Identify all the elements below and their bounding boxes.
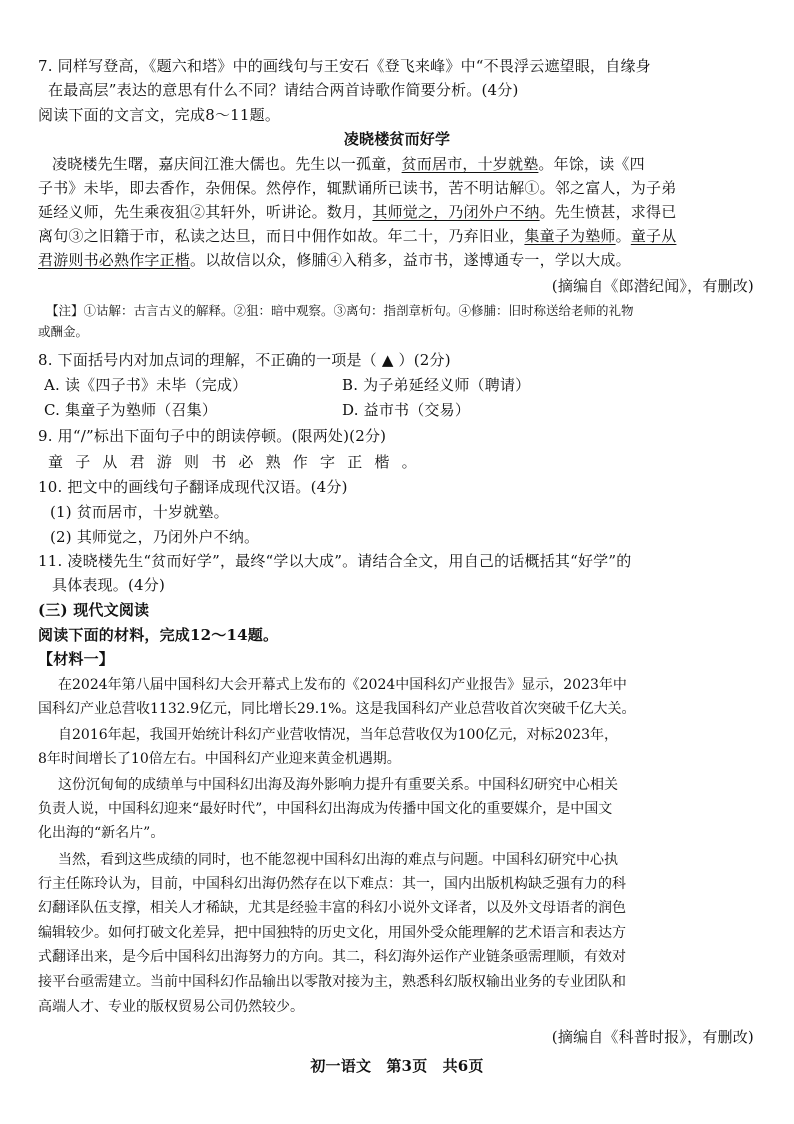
classical-note-line1: 【注】①诂解：古言古义的解释。②狙：暗中观察。③离句：指剖章析句。④修脯：旧时称送给老师的礼物	[46, 303, 634, 318]
text-segment: 离句③之旧籍于市，私读之达旦，而日中佣作如故。年二十，乃弃旧业，	[38, 227, 525, 245]
q8-option-a: A. 读《四子书》未毕（完成）	[44, 376, 248, 394]
classical-intro: 阅读下面的文言文，完成8～11题。	[38, 106, 281, 124]
q11-line1: 11. 凌晓楼先生“贫而好学”，最终“学以大成”。请结合全文，用自己的话概括其“好学”的	[38, 552, 632, 570]
material-para4-line2: 行主任陈玲认为，目前，中国科幻出海仍然存在以下难点：其一，国内出版机构缺乏强有力的科	[38, 876, 626, 892]
text-segment: 。先生愤甚，求得已	[539, 203, 677, 221]
underlined-sentence-2: 其师觉之，乃闭外户不纳	[372, 203, 540, 221]
material-para4-line3: 幻翻译队伍支撑，相关人才稀缺，尤其是经验丰富的科幻小说外文译者，以及外文母语者的润色	[38, 900, 626, 916]
text-segment: 。以故信以众，修脯④入稍多，益市书，遂博通专一，学以大成。	[190, 251, 631, 269]
underlined-sentence-3a: 童子从	[630, 227, 677, 245]
material-para4-line1: 当然，看到这些成绩的同时，也不能忽视中国科幻出海的难点与问题。中国科幻研究中心执	[58, 852, 618, 868]
underlined-phrase: 集童子为塾师	[524, 227, 616, 245]
q10-sentence-2: (2) 其师觉之，乃闭外户不纳。	[50, 528, 260, 546]
material-para4-line5: 式翻译出来，是今后中国科幻出海努力的方向。其二，科幻海外运作产业链条亟需理顺，有效对	[38, 949, 626, 965]
material-para4-line6: 接平台亟需建立。当前中国科幻作品输出以零散对接为主，熟悉科幻版权输出业务的专业团队和	[38, 974, 626, 990]
q10-stem: 10. 把文中的画线句子翻译成现代汉语。(4分)	[38, 478, 348, 496]
material-para1-line1: 在2024年第八届中国科幻大会开幕式上发布的《2024中国科幻产业报告》显示，2023年中	[58, 677, 627, 693]
material-para3-line1: 这份沉甸甸的成绩单与中国科幻出海及海外影响力提升有重要关系。中国科幻研究中心相关	[58, 777, 618, 793]
material-para3-line2: 负责人说，中国科幻迎来“最好时代”，中国科幻出海成为传播中国文化的重要媒介，是中国文	[38, 801, 613, 817]
text-segment: 延经义师，先生乘夜狙②其轩外，听讲论。数月，	[38, 203, 373, 221]
classical-title: 凌晓楼贫而好学	[343, 130, 451, 148]
q7-line2: 在最高层”表达的意思有什么不同？请结合两首诗歌作简要分析。(4分)	[48, 81, 519, 99]
material-para2-line1: 自2016年起，我国开始统计科幻产业营收情况，当年总营收仅为100亿元，对标2023年，	[58, 727, 618, 743]
text-segment: 。年馀，读《四	[538, 155, 645, 173]
underlined-sentence-1: 贫而居市，十岁就塾	[401, 155, 539, 173]
modern-intro: 阅读下面的材料，完成12～14题。	[38, 626, 279, 644]
material-para2-line2: 8年时间增长了10倍左右。中国科幻产业迎来黄金机遇期。	[38, 751, 401, 767]
q8-stem: 8. 下面括号内对加点词的理解，不正确的一项是（ ▲ ）(2分)	[38, 351, 451, 369]
q11-line2: 具体表现。(4分)	[52, 576, 166, 594]
q8-option-d: D. 益市书（交易）	[342, 401, 471, 419]
modern-section-header: (三) 现代文阅读	[38, 601, 150, 619]
classical-para-line1	[52, 152, 754, 176]
material-para3-line3: 化出海的“新名片”。	[38, 825, 165, 841]
classical-para-line5	[38, 248, 754, 272]
modern-source: (摘编自《科普时报》，有删改)	[551, 1028, 754, 1046]
q8-option-c: C. 集童子为塾师（召集）	[44, 401, 218, 419]
classical-para-line2: 子书》未毕，即去香作，杂佣保。然停作，辄默诵所已读书，苦不明诂解①。邻之富人，为子弟	[38, 179, 677, 197]
classical-para-line3	[38, 200, 754, 224]
q9-stem: 9. 用“/”标出下面句子中的朗读停顿。(限两处)(2分)	[38, 427, 387, 445]
text-segment: 凌晓楼先生曙，嘉庆间江淮大儒也。先生以一孤童，	[52, 155, 402, 173]
classical-para-line4	[38, 224, 754, 248]
q9-sentence: 童子从君游则书必熟作字正楷。	[48, 453, 429, 471]
material-para4-line4: 编辑较少。如何打破文化差异，把中国独特的历史文化，用国外受众能理解的艺术语言和表达方	[38, 925, 626, 941]
q8-option-b: B. 为子弟延经义师（聘请）	[342, 376, 531, 394]
material-one-label: 【材料一】	[38, 650, 115, 668]
classical-source: (摘编自《郎潜纪闻》，有删改)	[551, 277, 754, 295]
material-para4-line7: 高端人才、专业的版权贸易公司仍然较少。	[38, 999, 304, 1015]
classical-note-line2: 或酬金。	[38, 324, 89, 339]
page-footer: 初一语文 第3页 共6页	[310, 1057, 484, 1075]
material-para1-line2: 国科幻产业总营收1132.9亿元，同比增长29.1%。这是我国科幻产业总营收首次突破千亿大关。	[38, 701, 636, 717]
q7-line1: 7. 同样写登高，《题六和塔》中的画线句与王安石《登飞来峰》中“不畏浮云遮望眼，自缘身	[38, 57, 651, 75]
underlined-sentence-3b: 君游则书必熟作字正楷	[38, 251, 191, 269]
text-segment: 。	[615, 227, 631, 245]
q10-sentence-1: (1) 贫而居市，十岁就塾。	[50, 503, 229, 521]
